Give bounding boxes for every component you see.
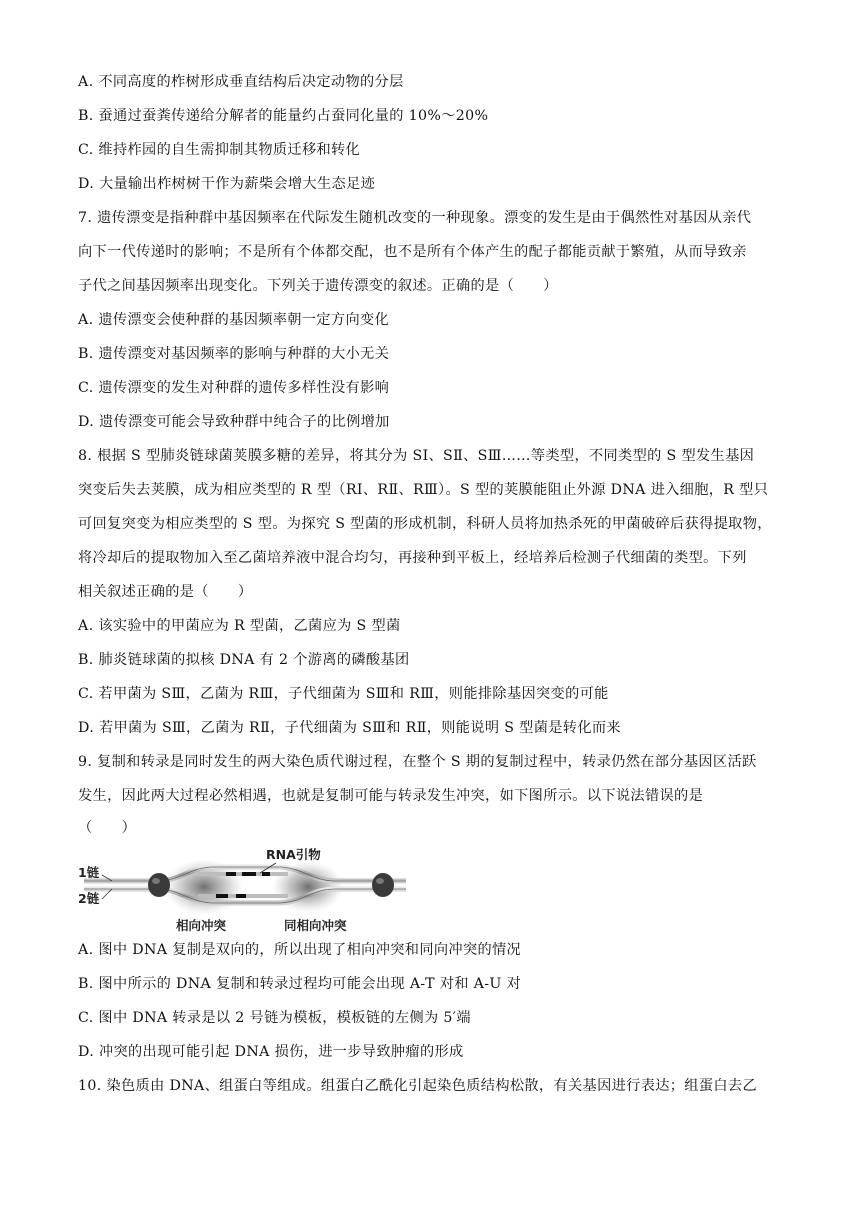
q8-stem-line-2: 突变后失去荚膜，成为相应类型的 R 型（RⅠ、RⅡ、RⅢ）。S 型的荚膜能阻止外源 DNA 进入细胞，R 型只 (78, 482, 769, 498)
q6-option-b: B. 蚕通过蚕粪传递给分解者的能量约占蚕同化量的 10%～20% (78, 108, 489, 124)
q9-option-d: D. 冲突的出现可能引起 DNA 损伤，进一步导致肿瘤的形成 (78, 1044, 464, 1060)
rna-polymerase-left (148, 873, 170, 897)
q8-option-c: C. 若甲菌为 SⅢ，乙菌为 RⅢ，子代细菌为 SⅢ和 RⅢ，则能排除基因突变的可能 (78, 686, 609, 702)
head-on-conflict-label: 相向冲突 (176, 918, 227, 933)
q6-option-d: D. 大量输出柞树树干作为薪柴会增大生态足迹 (78, 176, 376, 192)
q9-option-b: B. 图中所示的 DNA 复制和转录过程均可能会出现 A-T 对和 A-U 对 (78, 976, 522, 992)
rna-primer-label: RNA引物 (266, 847, 321, 862)
q8-stem-line-3: 可回复突变为相应类型的 S 型。为探究 S 型菌的形成机制，科研人员将加热杀死的甲菌破碎后获得提取物， (78, 516, 772, 532)
q7-stem-line-1: 7. 遗传漂变是指种群中基因频率在代际发生随机改变的一种现象。漂变的发生是由于偶然性对基因从亲代 (78, 210, 752, 226)
q9-stem-line-2: 发生，因此两大过程必然相遇，也就是复制可能与转录发生冲突，如下图所示。以下说法错误的是 (78, 788, 704, 804)
chain-2-label: 2链 (78, 891, 100, 906)
q8-stem-line-1: 8. 根据 S 型肺炎链球菌荚膜多糖的差异，将其分为 SⅠ、SⅡ、SⅢ……等类型，不同类型的 S 型发生基因 (78, 448, 755, 464)
q8-stem-line-5: 相关叙述正确的是（ ） (78, 584, 253, 600)
q8-option-a: A. 该实验中的甲菌应为 R 型菌，乙菌应为 S 型菌 (78, 618, 401, 634)
q8-option-d: D. 若甲菌为 SⅢ，乙菌为 RⅡ，子代细菌为 SⅢ和 RⅡ，则能说明 S 型菌是转化而来 (78, 720, 621, 736)
q9-option-a: A. 图中 DNA 复制是双向的，所以出现了相向冲突和同向冲突的情况 (78, 942, 522, 958)
q9-stem-line-1: 9. 复制和转录是同时发生的两大染色质代谢过程，在整个 S 期的复制过程中，转录仍然在部分基因区活跃 (78, 754, 757, 770)
q6-option-c: C. 维持柞园的自生需抑制其物质迁移和转化 (78, 142, 361, 158)
q8-option-b: B. 肺炎链球菌的拟核 DNA 有 2 个游离的磷酸基团 (78, 652, 410, 668)
chain-1-label: 1链 (78, 865, 100, 880)
q9-option-c: C. 图中 DNA 转录是以 2 号链为模板，模板链的左侧为 5′端 (78, 1010, 471, 1026)
q7-stem-line-3: 子代之间基因频率出现变化。下列关于遗传漂变的叙述。正确的是（ ） (78, 278, 558, 294)
q6-option-a: A. 不同高度的柞树形成垂直结构后决定动物的分层 (78, 74, 404, 90)
q7-option-b: B. 遗传漂变对基因频率的影响与种群的大小无关 (78, 346, 390, 362)
rna-polymerase-right (372, 873, 394, 897)
q9-stem-line-3: （ ） (78, 820, 137, 836)
q7-option-d: D. 遗传漂变可能会导致种群中纯合子的比例增加 (78, 414, 390, 430)
q8-stem-line-4: 将冷却后的提取物加入至乙菌培养液中混合均匀，再接种到平板上，经培养后检测子代细菌的类型。下列 (78, 550, 747, 566)
q7-option-a: A. 遗传漂变会使种群的基因频率朝一定方向变化 (78, 312, 390, 328)
q10-stem-line-1: 10. 染色质由 DNA、组蛋白等组成。组蛋白乙酰化引起染色质结构松散，有关基因进行表达；组蛋白去乙 (78, 1078, 757, 1094)
q7-stem-line-2: 向下一代传递时的影响；不是所有个体都交配，也不是所有个体产生的配子都能贡献于繁殖，从而导致亲 (78, 244, 747, 260)
replication-transcription-figure (76, 843, 416, 935)
co-directional-conflict-label: 同相向冲突 (284, 918, 347, 933)
q7-option-c: C. 遗传漂变的发生对种群的遗传多样性没有影响 (78, 380, 390, 396)
